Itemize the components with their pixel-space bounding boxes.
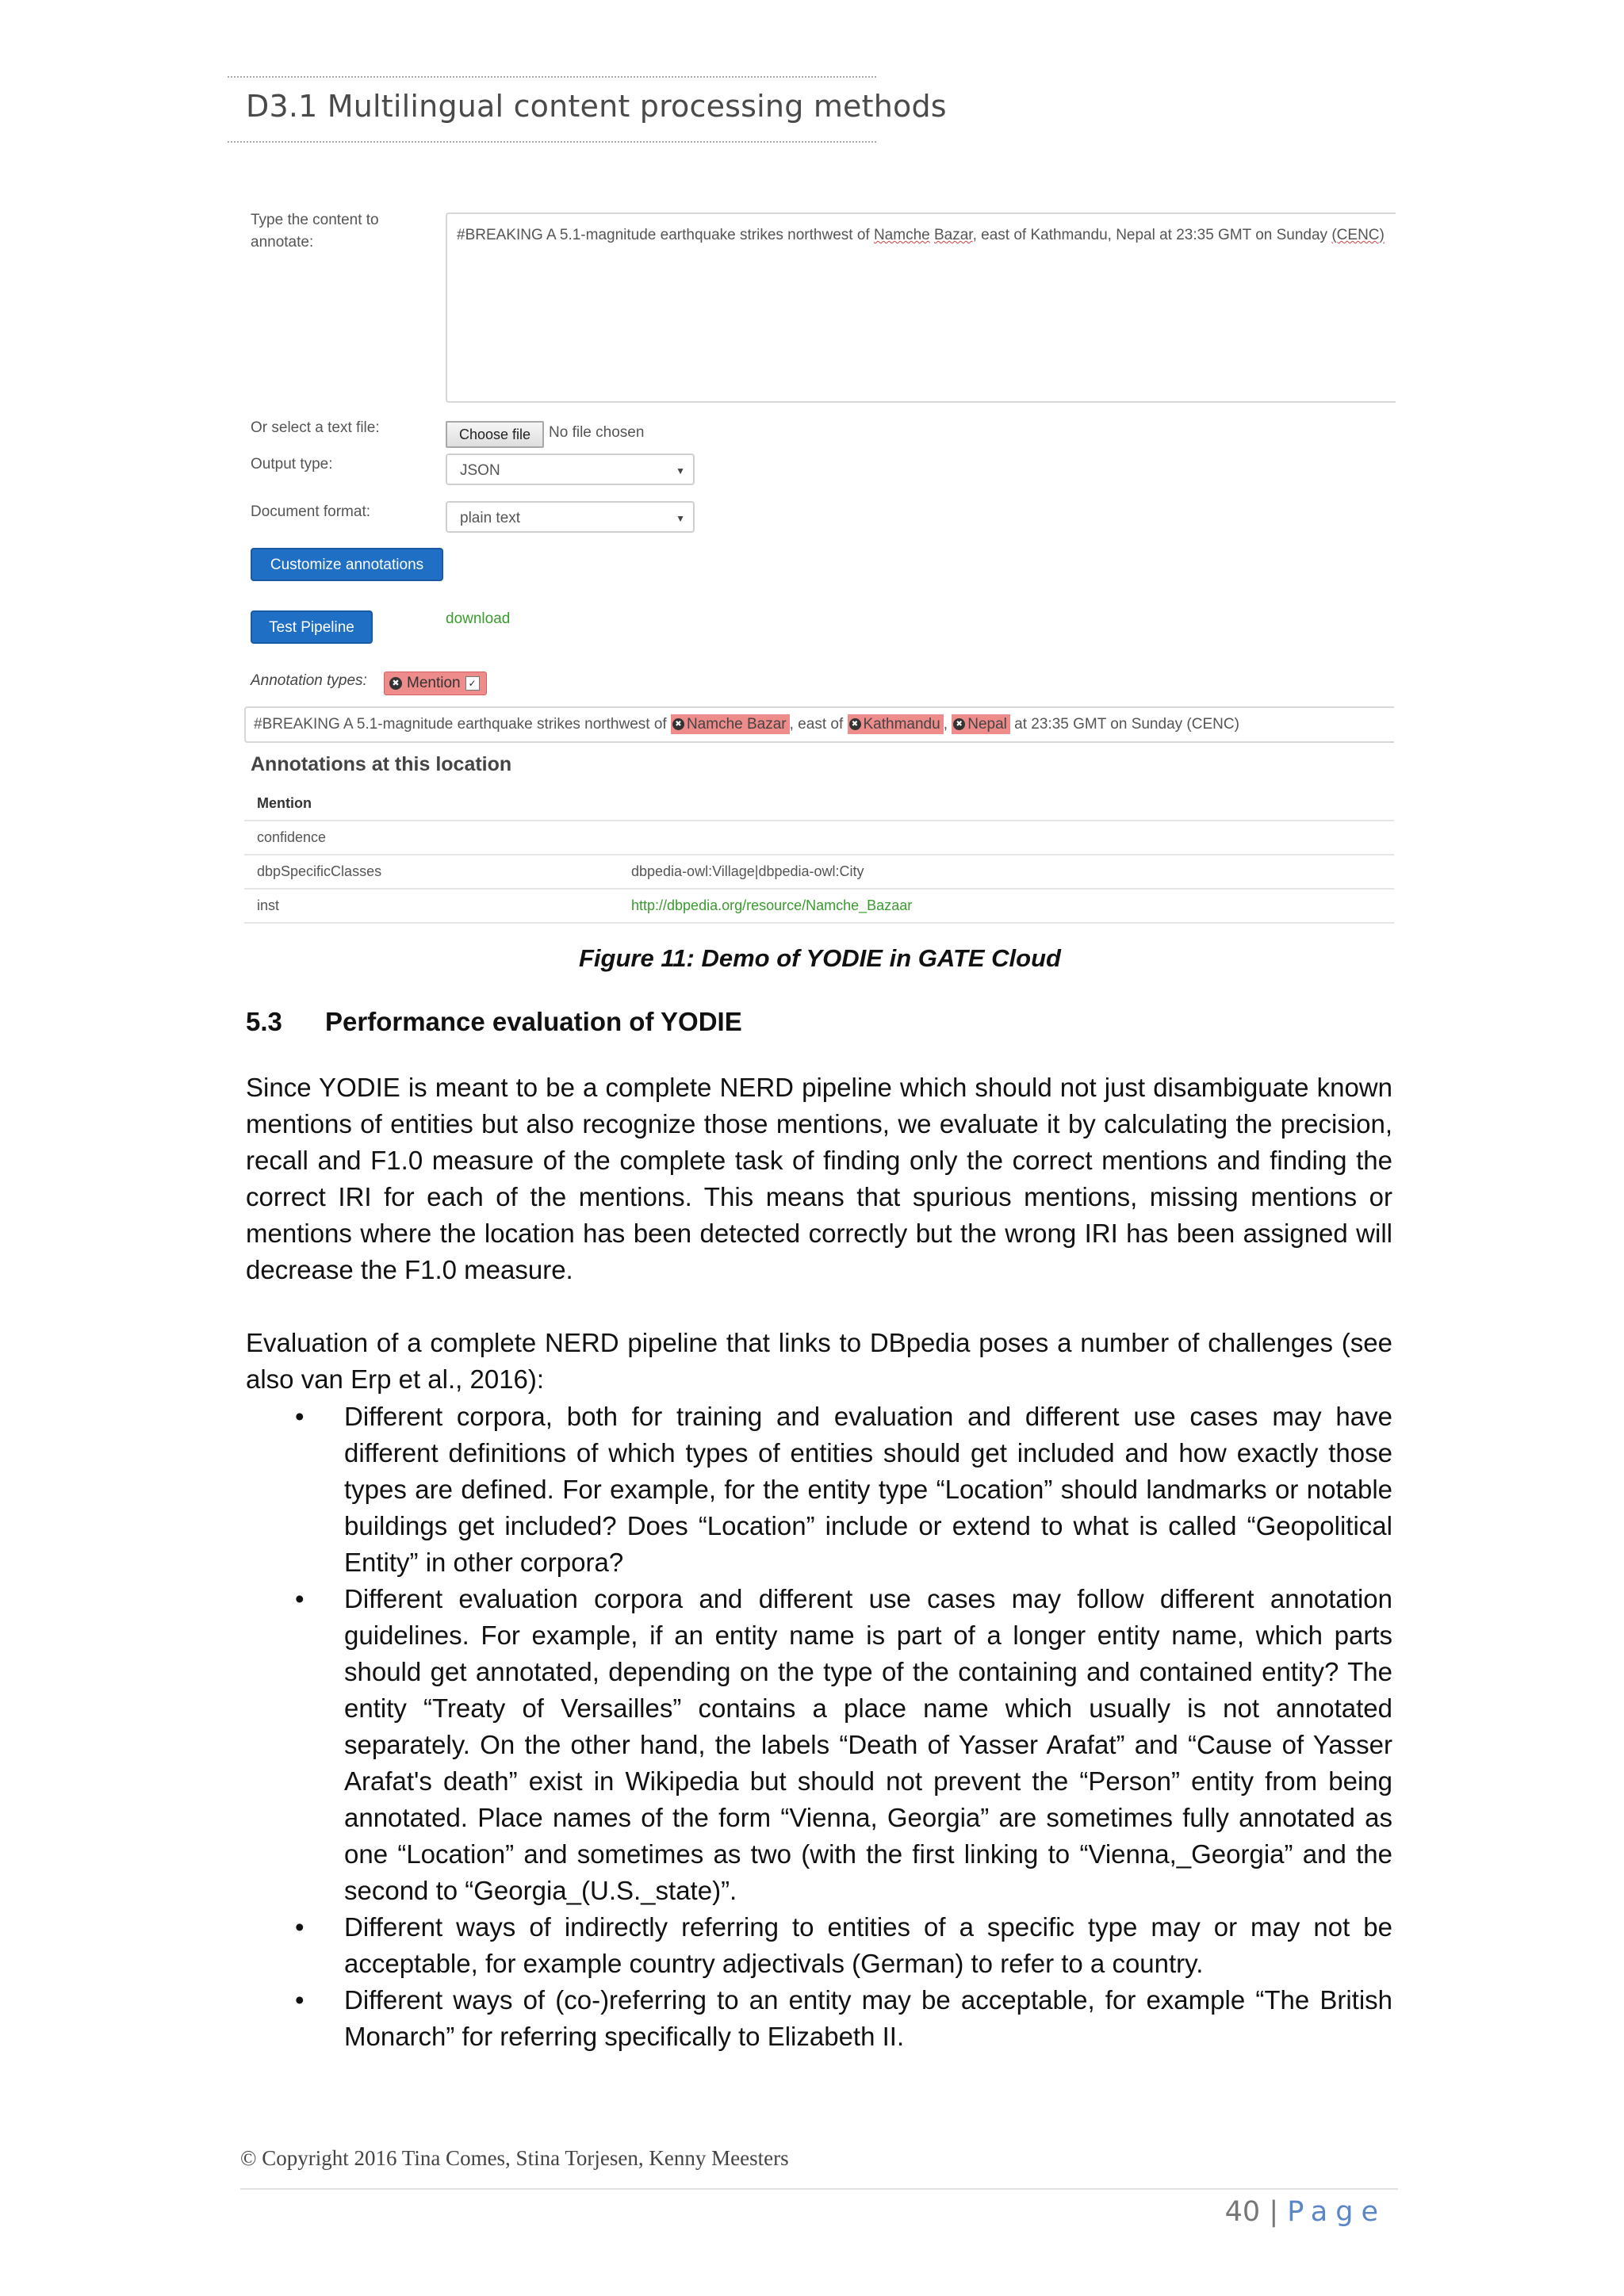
customize-annotations-button[interactable]: Customize annotations <box>251 548 443 581</box>
entity-marker-icon: ✖ <box>672 718 684 730</box>
list-item: • Different ways of (co-)referring to an entity may be acceptable, for example “The British Monarch” for referring specifically to Elizabeth II. <box>246 1982 1392 2055</box>
bullet-icon: • <box>295 1985 304 2015</box>
output-type-select[interactable] <box>446 453 695 485</box>
document-title: D3.1 Multilingual content processing methods <box>246 89 947 124</box>
table-key: inst <box>244 889 619 923</box>
checkbox-checked-icon[interactable]: ✓ <box>465 676 480 691</box>
document-format-label: Document format: <box>251 503 370 520</box>
paragraph: Evaluation of a complete NERD pipeline that links to DBpedia poses a number of challenges (see also van Erp et al., 2016): <box>246 1328 1392 1394</box>
annotated-text-view: #BREAKING A 5.1-magnitude earthquake strikes northwest of ✖ Namche Bazar , east of ✖ Kathmandu , ✖ Nepal at 23:35 GMT on Sunday (CENC) <box>244 706 1394 743</box>
select-file-label: Or select a text file: <box>251 419 380 436</box>
entity-highlight[interactable]: ✖ Namche Bazar <box>671 714 790 734</box>
header-rule-bottom <box>228 141 876 143</box>
dbpedia-link[interactable]: http://dbpedia.org/resource/Namche_Bazaar <box>619 889 1394 923</box>
document-format-value: plain text <box>460 510 521 526</box>
challenges-list <box>246 1399 1392 2055</box>
table-key: confidence <box>244 821 619 855</box>
header-rule-top <box>228 76 876 78</box>
section-number: 5.3 <box>246 1007 282 1036</box>
list-item: • Different evaluation corpora and different use cases may follow different annotation guidelines. For example, if an entity name is part of a longer entity name, which parts should get annotated, depending on the type of the containing and contained entity? The entity “Treaty of Versailles” contains a place name which usually is not annotated separately. On the other hand, the labels “Death of Yasser Arafat” and “Cause of Yasser Arafat's death” exist in Wikipedia but should not prevent the “Person” entity from being annotated. Place names of the form “Vienna, Georgia” are sometimes fully annotated as one “Location” and sometimes as two (with the first linking to “Vienna,_Georgia” and the second to “Georgia_(U.S._state)”. <box>246 1581 1392 1909</box>
test-pipeline-button[interactable]: Test Pipeline <box>251 610 373 644</box>
table-key: dbpSpecificClasses <box>244 855 619 889</box>
annotations-table <box>244 787 1394 924</box>
entity-marker-icon: ✖ <box>849 718 861 730</box>
figure-caption: Figure 11: Demo of YODIE in GATE Cloud <box>579 944 1061 972</box>
table-header-row <box>244 787 1394 821</box>
remove-icon: ✖ <box>389 677 402 690</box>
output-type-value: JSON <box>460 462 500 479</box>
bullet-icon: • <box>295 1584 304 1613</box>
entity-highlight[interactable]: ✖ Nepal <box>952 714 1010 734</box>
entity-marker-icon: ✖ <box>953 718 965 730</box>
table-row <box>244 821 1394 855</box>
chevron-down-icon: ▼ <box>676 513 685 524</box>
yodie-demo-screenshot <box>244 197 1394 926</box>
content-textarea-text: #BREAKING A 5.1-magnitude earthquake strikes northwest of Namche Bazar, east of Kathmandu, Nepal at 23:35 GMT on Sunday (CENC) <box>457 227 1385 243</box>
list-item: • Different corpora, both for training and evaluation and different use cases may have different definitions of which types of entities should get included and how exactly those types are defined. For example, for the entity type “Location” should landmarks or notable buildings get included? Does “Location” include or extend to what is called “Geopolitical Entity” in other corpora? <box>246 1399 1392 1581</box>
type-content-label: Type the content to annotate: <box>251 212 379 251</box>
download-link[interactable]: download <box>446 610 511 627</box>
mention-badge-label: Mention <box>407 675 461 691</box>
entity-highlight[interactable]: ✖ Kathmandu <box>848 714 944 734</box>
content-textarea[interactable] <box>446 212 1396 403</box>
table-row <box>244 889 1394 923</box>
no-file-text: No file chosen <box>549 424 645 441</box>
table-header-cell: Mention <box>244 787 619 821</box>
section-title: Performance evaluation of YODIE <box>325 1007 742 1036</box>
table-row <box>244 855 1394 889</box>
chevron-down-icon: ▼ <box>676 465 685 476</box>
section-heading <box>246 1007 742 1037</box>
output-type-label: Output type: <box>251 456 333 473</box>
document-format-select[interactable] <box>446 501 695 533</box>
copyright-notice: © Copyright 2016 Tina Comes, Stina Torjesen, Kenny Meesters <box>240 2146 789 2170</box>
table-value <box>619 821 1394 855</box>
annotations-heading: Annotations at this location <box>251 753 512 775</box>
table-value: dbpedia-owl:Village|dbpedia-owl:City <box>619 855 1394 889</box>
page-number: 40 | Page <box>1224 2196 1386 2228</box>
bullet-icon: • <box>295 1912 304 1942</box>
list-item: • Different ways of indirectly referring to entities of a specific type may or may not be acceptable, for example country adjectivals (German) to refer to a country. <box>246 1909 1392 1982</box>
annotation-types-label: Annotation types: <box>251 672 367 689</box>
paragraph: Since YODIE is meant to be a complete NERD pipeline which should not just disambiguate known mentions of entities but also recognize those mentions, we evaluate it by calculating the precision, recall and F1.0 measure of the complete task of finding only the correct mentions and finding the correct IRI for each of the mentions. This means that spurious mentions, missing mentions or mentions where the location has been detected correctly but the wrong IRI has been assigned will decrease the F1.0 measure. <box>246 1073 1392 1284</box>
bullet-icon: • <box>295 1402 304 1431</box>
footer-rule <box>240 2188 1398 2190</box>
choose-file-button[interactable]: Choose file <box>446 421 544 448</box>
mention-type-toggle[interactable] <box>384 672 487 695</box>
